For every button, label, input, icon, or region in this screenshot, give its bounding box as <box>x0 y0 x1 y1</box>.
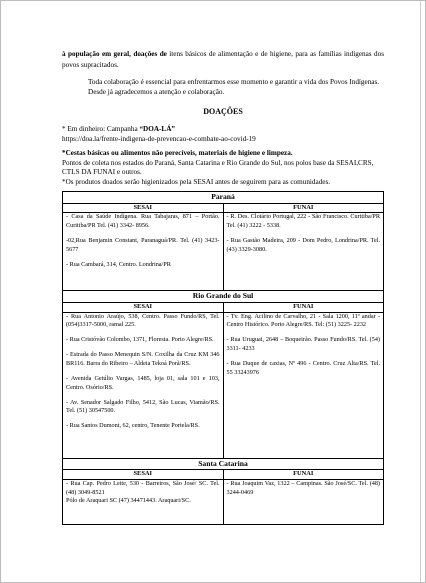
list-item: - Rua Joaquim Vaz, 1322 – Campinas. São José/SC. Tel. (48) 3244-0469 <box>226 480 380 496</box>
list-item: -02,Rua Benjamin Constant, Paranaguá/PR. Tel. (41) 3423-5677 <box>66 237 220 253</box>
column-header-funai: FUNAI <box>223 203 384 213</box>
money-donation-line <box>62 125 384 135</box>
column-header-sesai: SESAI <box>63 470 224 480</box>
list-item: - Rua Duque de caxias, Nº 496 - Centro. Cruz Alta/RS. Tel. 55 33243976 <box>226 359 380 376</box>
list-item: - R. Des. Clotário Portugal, 222 - São Francisco. Curitiba/PR Tel. (41) 3222 - 5338. <box>226 213 380 230</box>
list-item: - Rua Uruguai, 2648 – Boqueirão. Passo Fundo/RS. Tel. (54) 3311- 4233 <box>226 336 380 352</box>
intro-paragraph-1 <box>62 49 384 71</box>
document-page <box>62 49 384 525</box>
parana-funai-cell <box>223 213 384 291</box>
list-item: - Rua Antonio Araújo, 538, Centro. Passo Fundo/RS, Tel. (054)3317-5000, ramal 225. <box>66 312 220 329</box>
list-item: - Rua Cristóvão Colombo, 1371, Floresta. Porto Alegre/RS. <box>66 336 214 344</box>
intro-paragraph-1-bold: à população em geral, doações de <box>62 50 167 58</box>
donations-heading: DOAÇÕES <box>203 107 243 117</box>
rgs-funai-cell <box>223 312 384 458</box>
money-donation-prefix: * Em dinheiro: Campanha <box>62 125 140 134</box>
column-header-funai: FUNAI <box>223 302 384 312</box>
region-header-rio-grande-do-sul: Rio Grande do Sul <box>63 291 384 302</box>
column-header-funai: FUNAI <box>223 470 384 480</box>
list-item: - Tv. Eng. Acilino de Carvalho, 21 - Sala 1200, 11º andar - Centro Histórico. Porto Alegre/RS. Tel: (51) 3225- 2232 <box>226 312 380 329</box>
sc-sesai-cell <box>63 480 224 525</box>
intro-paragraph-3: Desde já agradecemos a atenção e colaboração. <box>88 88 225 97</box>
list-item: - Estrada do Passo Menequin S/N. Coxilha da Cruz KM 346 BR116. Barra do Ribeiro – Aldeia Tekoá Porã/RS. <box>66 351 220 367</box>
region-header-parana: Paraná <box>63 192 384 203</box>
column-header-sesai: SESAI <box>63 203 224 213</box>
page-edge-line <box>420 1 421 582</box>
donations-notes <box>62 125 384 187</box>
list-item: - Rua Gastão Madeira, 209 - Dom Pedro, Londrina/PR. Tel. (43) 3329-3080. <box>226 237 380 253</box>
column-header-sesai: SESAI <box>63 302 224 312</box>
list-item: - Rua Santos Dumont, 62, centro, Tenente Portela/RS. <box>66 422 200 430</box>
parana-sesai-cell <box>63 213 224 291</box>
rgs-sesai-cell <box>63 312 224 458</box>
money-donation-url[interactable]: https://doa.la/frente-indigena-de-prevencao-e-combate-ao-covid-19 <box>62 134 256 143</box>
list-item: - Av. Senador Salgado Filho, 5412, São Lucas, Viamão/RS. Tel. (51) 30547500. <box>66 398 220 415</box>
intro-paragraph-2: Toda colaboração é essencial para enfrentarmos esse momento e garantir a vida dos Povos Indígenas. <box>88 77 380 86</box>
list-item: - Avenida Getúlio Vargas, 1485, loja 01, sala 101 e 103, Centro. Osório/RS. <box>66 375 220 391</box>
collection-points-line: Pontos de coleta nos estados do Paraná, Santa Catarina e Rio Grande do Sul, nos polos base da SESAI,CRS, CTLS DA FUNAI e outros. <box>62 158 374 177</box>
list-item: - Rua Cap. Pedro Leite, 530 - Barreiros, São José/ SC. Tel. (48) 3049-8521 <box>66 480 220 496</box>
sanitized-line: *Os produtos doados serão higienizados pela SESAI antes de seguirem para as comunidades. <box>62 177 331 186</box>
baskets-line: *Cestas básicas ou alimentos não perecíveis, materiais de higiene e limpeza. <box>62 149 293 158</box>
list-item: - Rua Cambará, 314, Centro. Londrina/PR <box>66 260 171 268</box>
region-header-santa-catarina: Santa Catarina <box>63 458 384 469</box>
list-item: - Casa da Saúde Indígena. Rua Tabajaras, 871 – Portão. Curitiba/PR Tel. (41) 3342- 8956. <box>66 213 220 230</box>
money-campaign-name: “DOA-LÁ” <box>139 125 175 134</box>
collection-points-table <box>62 191 384 525</box>
intro-paragraph-1-text: itens básicos de alimentação e de higiene, para as famílias indígenas dos povos supracitados. <box>62 50 385 69</box>
list-item: Pólo de Araquari SC (47) 34471443. Araquari/SC. <box>66 497 191 505</box>
sc-funai-cell <box>223 480 384 525</box>
